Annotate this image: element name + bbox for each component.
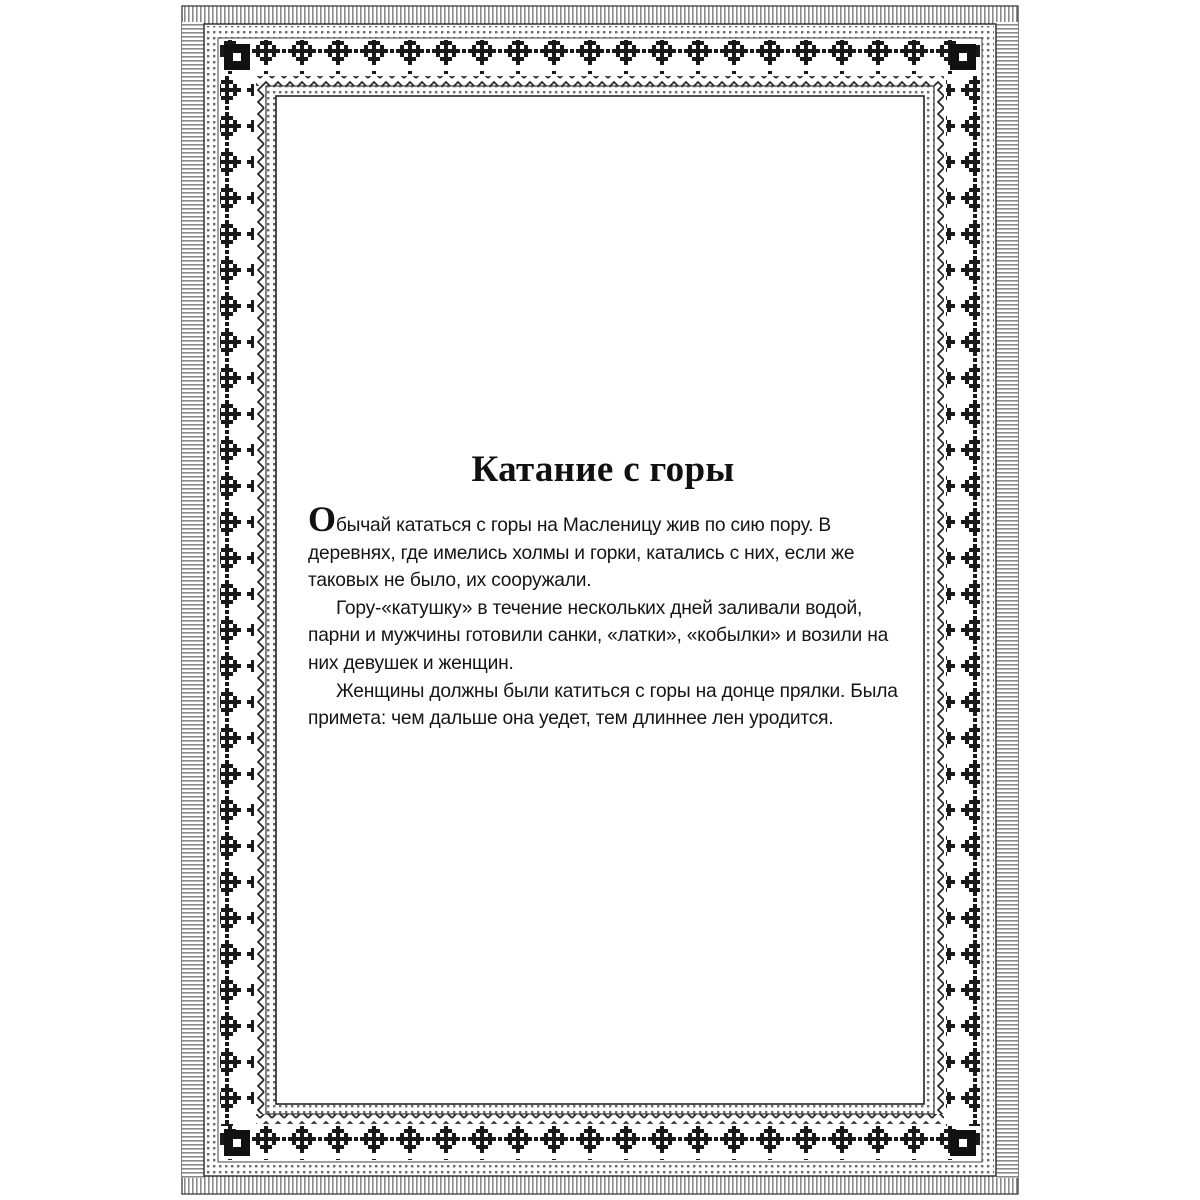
page-title: Катание с горы — [471, 449, 735, 490]
paragraph-1 — [308, 499, 898, 595]
drop-cap: О — [308, 499, 336, 539]
document-page — [176, 0, 1024, 1200]
text-block — [308, 448, 898, 733]
paragraph-2: Гору-«катушку» в течение нескольких дней заливали водой, парни и мужчины готовили санки, «латки», «кобылки» и возили на них девушек и женщин. — [308, 597, 889, 674]
paragraph-1-text: бычай кататься с горы на Масленицу жив по сию пору. В деревнях, где имелись холмы и горки, катались с них, если же таковых не было, их сооружали. — [308, 515, 855, 592]
paragraph-3: Женщины должны были катиться с горы на донце прялки. Была примета: чем дальше она уедет, тем длиннее лен уродится. — [308, 680, 898, 730]
